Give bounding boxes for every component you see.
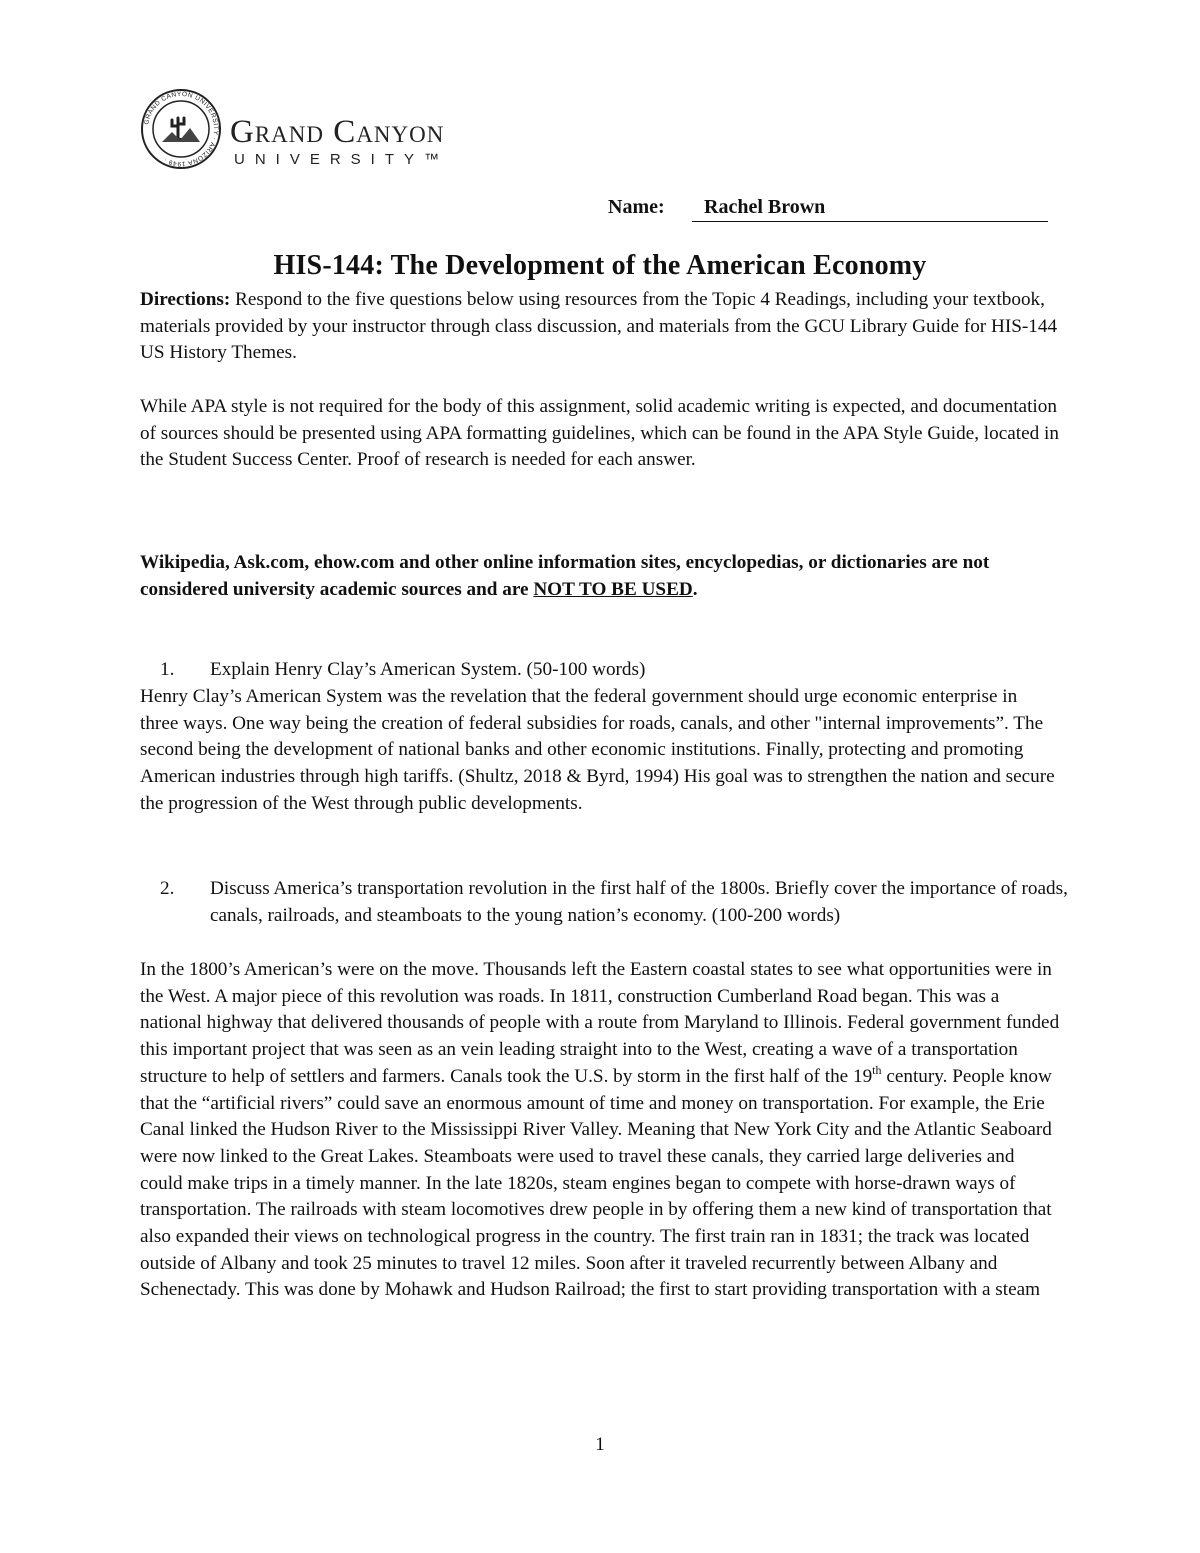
question-number: 1. (160, 659, 175, 680)
directions-paragraph (140, 287, 1060, 367)
warning-text: Wikipedia, Ask.com, ehow.com and other online information sites, encyclopedias, or dictionaries are not considered university academic sources and are (140, 552, 990, 600)
university-logo (140, 88, 500, 170)
question-number: 2. (160, 878, 175, 899)
warning-end: . (692, 578, 698, 600)
directions-label: Directions: (140, 289, 231, 310)
answer-2 (140, 957, 1060, 1304)
apa-paragraph (140, 394, 1060, 474)
warning-underlined: NOT TO BE USED (533, 578, 693, 600)
svg-text:GRAND CANYON UNIVERSITY · ARIZ: GRAND CANYON UNIVERSITY · ARIZONA 1949 · (143, 90, 220, 168)
student-name-field: Rachel Brown (692, 196, 1048, 222)
university-seal-icon (140, 88, 222, 170)
question-prompt: Discuss America’s transportation revolution in the first half of the 1800s. Briefly cover the importance of roads, canals, railroads, and steamboats to the young nation’s economy. (100-200 words) (210, 878, 1068, 926)
ordinal-suffix: th (872, 1062, 882, 1077)
page-number: 1 (595, 1434, 605, 1455)
directions-text: Respond to the five questions below using resources from the Topic 4 Readings, including your textbook, materials provided by your instructor through class discussion, and materials from the GCU Library Guide for HIS-144 US History Themes. (140, 289, 1058, 364)
logo-name-line2: UNIVERSITY™ (234, 151, 450, 168)
logo-wordmark (230, 116, 449, 168)
document-title: HIS-144: The Development of the American Economy (273, 250, 927, 281)
name-label: Name: (608, 196, 665, 218)
answer-text-part2: century. People know that the “artificial rivers” could save an enormous amount of time and money on transportation. For example, the Erie Canal linked the Hudson River to the Mississippi River Valley. Meaning that New York City and the Atlantic Seaboard were now linked to the Great Lakes. Steamboats were used to travel these canals, they carried large deliveries and could make trips in a timely manner. In the late 1820s, steam engines began to compete with horse-drawn ways of transportation. The railroads with steam locomotives drew people in by offering them a new kind of transportation that also expanded their views on technological progress in the country. The first train ran in 1831; the track was located outside of Albany and took 25 minutes to travel 12 miles. Soon after it traveled recurrently between Albany and Schenectady. This was done by Mohawk and Hudson Railroad; the first to start providing transportation with a steam (140, 1065, 1052, 1301)
logo-name-line1: Grand Canyon (230, 114, 445, 150)
sources-warning (140, 550, 1060, 603)
answer-text-part1: In the 1800’s American’s were on the move. Thousands left the Eastern coastal states to see what opportunities were in the West. A major piece of this revolution was roads. In 1811, construction Cumberland Road began. This was a national highway that delivered thousands of people with a route from Maryland to Illinois. Federal government funded this important project that was seen as an vein leading straight into to the West, creating a wave of a transportation structure to help of settlers and farmers. Canals took the U.S. by storm in the first half of the 19 (140, 959, 1060, 1087)
answer-text: Henry Clay’s American System was the revelation that the federal government should urge economic enterprise in three ways. One way being the creation of federal subsidies for roads, canals, and other "internal improvements”. The second being the development of national banks and other economic institutions. Finally, protecting and promoting American industries through high tariffs. (Shultz, 2018 & Byrd, 1994) His goal was to strengthen the nation and secure the progression of the West through public developments. (140, 686, 1055, 814)
student-name-row (608, 196, 1048, 224)
apa-text: While APA style is not required for the body of this assignment, solid academic writing is expected, and documentation of sources should be presented using APA formatting guidelines, which can be found in the APA Style Guide, located in the Student Success Center. Proof of research is needed for each answer. (140, 396, 1059, 471)
question-prompt: Explain Henry Clay’s American System. (50-100 words) (210, 659, 646, 680)
answer-1 (140, 684, 1060, 818)
